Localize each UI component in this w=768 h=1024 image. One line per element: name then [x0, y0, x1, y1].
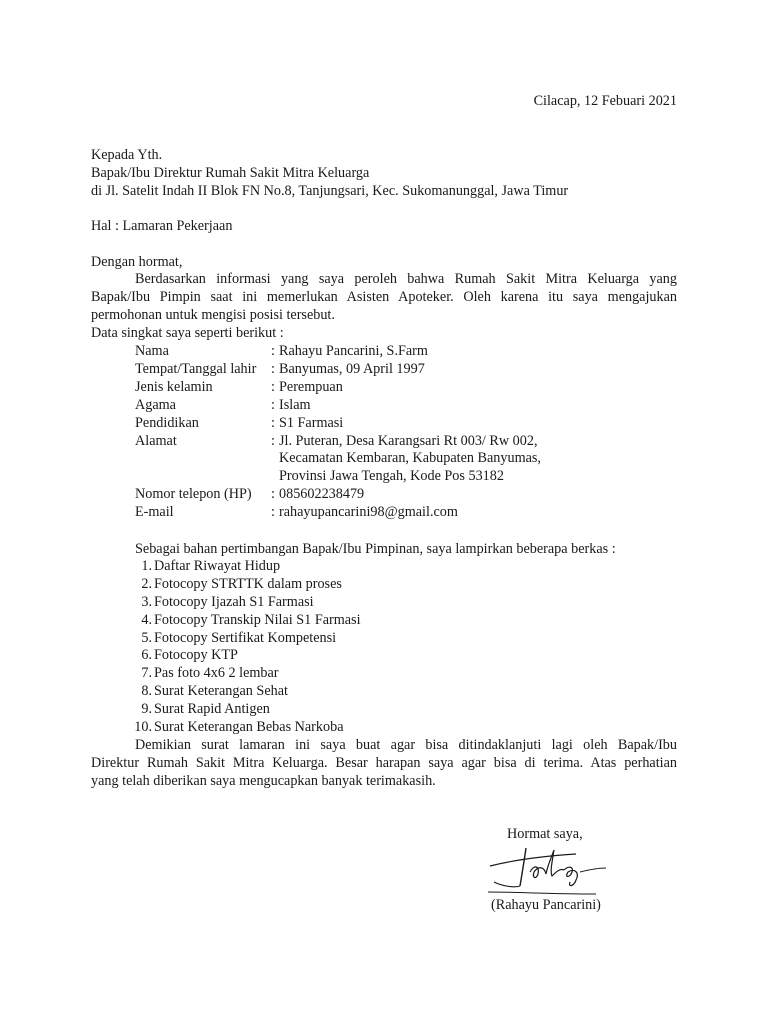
subject-line: Hal : Lamaran Pekerjaan	[91, 218, 233, 234]
field-value: Banyumas, 09 April 1997	[279, 360, 425, 377]
attachment-text: Fotocopy Transkip Nilai S1 Farmasi	[154, 611, 361, 628]
field-colon: :	[271, 504, 275, 521]
paragraph-line: yang telah diberikan saya mengucapkan banyak terimakasih.	[91, 772, 436, 789]
field-value: Islam	[279, 396, 311, 413]
opening-paragraph	[91, 271, 677, 325]
attachment-text: Fotocopy Sertifikat Kompetensi	[154, 629, 337, 646]
attachment-number: 3.	[141, 593, 152, 610]
field-value: rahayupancarini98@gmail.com	[279, 504, 458, 521]
field-label: Nomor telepon (HP)	[135, 486, 252, 503]
greeting: Dengan hormat,	[91, 254, 183, 270]
data-row	[135, 397, 541, 415]
place-date: Cilacap, 12 Febuari 2021	[533, 93, 677, 109]
attachments-list	[125, 558, 361, 737]
field-label: Alamat	[135, 432, 177, 449]
attachment-number: 4.	[141, 611, 152, 628]
closing-salutation: Hormat saya,	[507, 826, 583, 842]
field-colon	[271, 468, 279, 486]
field-label: Pendidikan	[135, 414, 199, 431]
attachment-text: Fotocopy STRTTK dalam proses	[154, 575, 342, 592]
attachment-number: 9.	[141, 701, 152, 718]
attachment-item	[125, 612, 361, 630]
paragraph-line: Direktur Rumah Sakit Mitra Keluarga. Besar harapan saya agar bisa di terima. Atas perhatian	[91, 754, 677, 771]
data-row	[135, 433, 541, 451]
recipient-line: di Jl. Satelit Indah II Blok FN No.8, Tanjungsari, Kec. Sukomanunggal, Jawa Timur	[91, 182, 569, 199]
attachment-number: 2.	[141, 575, 152, 592]
signatory-name: (Rahayu Pancarini)	[491, 897, 601, 913]
attachment-text: Daftar Riwayat Hidup	[154, 558, 281, 574]
data-row	[135, 379, 541, 397]
field-value: S1 Farmasi	[279, 414, 344, 431]
attachment-item	[125, 576, 361, 594]
attachment-item	[125, 683, 361, 701]
personal-data-table	[135, 343, 541, 522]
field-colon: :	[271, 432, 275, 449]
field-value: Provinsi Jawa Tengah, Kode Pos 53182	[279, 468, 504, 485]
data-row	[135, 361, 541, 379]
paragraph-line: Berdasarkan informasi yang saya peroleh bahwa Rumah Sakit Mitra Keluarga yang	[135, 271, 677, 287]
field-value: Rahayu Pancarini, S.Farm	[279, 343, 428, 359]
attachment-text: Fotocopy KTP	[154, 647, 238, 664]
field-label	[135, 468, 271, 486]
attachment-item	[125, 558, 361, 576]
field-label: Nama	[135, 343, 169, 359]
field-label: Jenis kelamin	[135, 378, 213, 395]
field-colon: :	[271, 396, 275, 413]
recipient-block	[91, 147, 568, 201]
data-intro: Data singkat saya seperti berikut :	[91, 325, 284, 341]
attachment-text: Fotocopy Ijazah S1 Farmasi	[154, 593, 314, 610]
attachment-item	[125, 647, 361, 665]
attachment-text: Pas foto 4x6 2 lembar	[154, 665, 279, 682]
attachment-text: Surat Keterangan Sehat	[154, 683, 288, 700]
data-row	[135, 468, 541, 486]
handwritten-signature	[484, 842, 614, 900]
attachment-item	[125, 594, 361, 612]
field-label: Agama	[135, 396, 176, 413]
field-colon: :	[271, 486, 275, 503]
attachment-number: 8.	[141, 683, 152, 700]
attachment-item	[125, 701, 361, 719]
field-label	[135, 450, 271, 468]
field-value: Perempuan	[279, 378, 343, 395]
field-label: Tempat/Tanggal lahir	[135, 360, 257, 377]
data-row	[135, 450, 541, 468]
field-colon	[271, 450, 279, 468]
data-row	[135, 415, 541, 433]
attachment-item	[125, 719, 361, 737]
field-colon: :	[271, 378, 275, 395]
field-colon: :	[271, 414, 275, 431]
paragraph-line: Bapak/Ibu Pimpin saat ini memerlukan Asisten Apoteker. Oleh karena itu saya mengajukan	[91, 288, 677, 305]
attachment-text: Surat Rapid Antigen	[154, 701, 270, 718]
data-row	[135, 504, 541, 522]
paragraph-line: permohonan untuk mengisi posisi tersebut.	[91, 306, 335, 323]
paragraph-line: Demikian surat lamaran ini saya buat agar bisa ditindaklanjuti lagi oleh Bapak/Ibu	[135, 737, 677, 753]
closing-paragraph	[91, 737, 677, 791]
recipient-line: Bapak/Ibu Direktur Rumah Sakit Mitra Keluarga	[91, 164, 370, 181]
data-row	[135, 343, 541, 361]
data-row	[135, 486, 541, 504]
field-colon: :	[271, 343, 275, 359]
attachment-number: 10.	[134, 719, 152, 736]
attachment-number: 6.	[141, 647, 152, 664]
field-colon: :	[271, 360, 275, 377]
attachments-intro: Sebagai bahan pertimbangan Bapak/Ibu Pimpinan, saya lampirkan beberapa berkas :	[135, 541, 616, 557]
field-value: 085602238479	[279, 486, 365, 503]
attachment-number: 5.	[141, 629, 152, 646]
field-value: Kecamatan Kembaran, Kabupaten Banyumas,	[279, 450, 541, 467]
attachment-item	[125, 665, 361, 683]
field-label: E-mail	[135, 504, 174, 521]
recipient-line: Kepada Yth.	[91, 147, 163, 163]
attachment-text: Surat Keterangan Bebas Narkoba	[154, 719, 344, 736]
field-value: Jl. Puteran, Desa Karangsari Rt 003/ Rw 002,	[279, 432, 538, 449]
attachment-number: 7.	[141, 665, 152, 682]
attachment-item	[125, 630, 361, 648]
attachment-number: 1.	[141, 558, 152, 574]
